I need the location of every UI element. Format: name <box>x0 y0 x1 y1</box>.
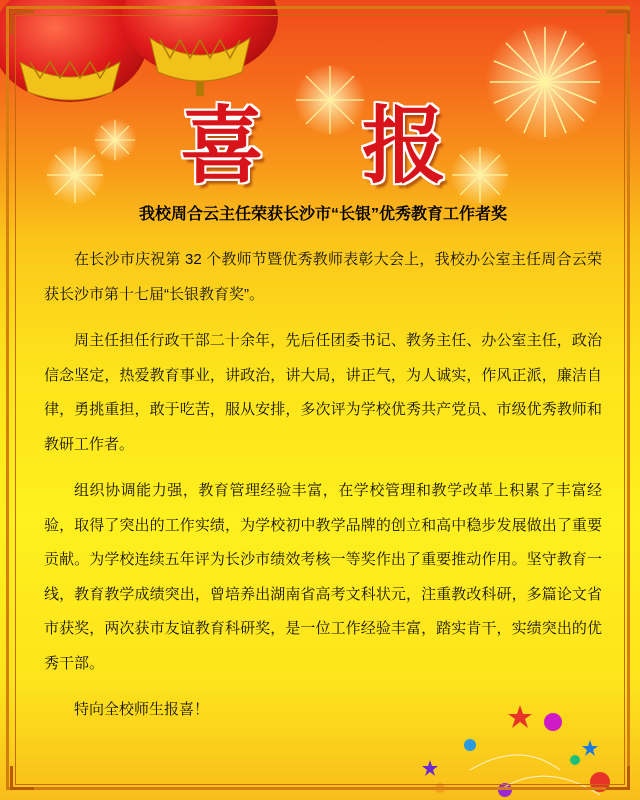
article-paragraph: 在长沙市庆祝第 32 个教师节暨优秀教师表彰大会上，我校办公室主任周合云荣获长沙市第十七届“长银教育奖”。 <box>44 251 602 303</box>
headline-char-xi: 喜 <box>180 96 265 195</box>
frame-corner-ornament <box>10 10 34 34</box>
closing-line: 特向全校师生报喜！ <box>74 701 210 718</box>
article-title: 我校周合云主任荣获长沙市“长银”优秀教育工作者奖 <box>138 206 507 223</box>
headline-banner <box>0 96 640 196</box>
article-paragraph: 组织协调能力强，教育管理经验丰富，在学校管理和教学改革上积累了丰富经验，取得了突出的工作实绩，为学校初中教学品牌的创立和高中稳步发展做出了重要贡献。为学校连续五年评为长沙市绩效考核一等奖作出了重要推动作用。坚守教育一线，教育教学成绩突出，曾培养出湖南省高考文科状元，注重教改科研，多篇论文省市获奖，两次获市友谊教育科研奖，是一位工作经验丰富，踏实肯干，实绩突出的优秀干部。 <box>44 482 602 672</box>
headline-char-bao: 报 <box>362 96 447 195</box>
frame-corner-ornament <box>606 10 630 34</box>
frame-corner-ornament <box>606 766 630 790</box>
frame-corner-ornament <box>10 766 34 790</box>
article-paragraph: 周主任担任行政干部二十余年，先后任团委书记、教务主任、办公室主任，政治信念坚定，热爱教育事业，讲政治，讲大局，讲正气，为人诚实，作风正派，廉洁自律，勇挑重担，敢于吃苦，服从安排，多次评为学校优秀共产党员、市级优秀教师和教研工作者。 <box>44 332 602 453</box>
announcement-article <box>44 203 602 727</box>
